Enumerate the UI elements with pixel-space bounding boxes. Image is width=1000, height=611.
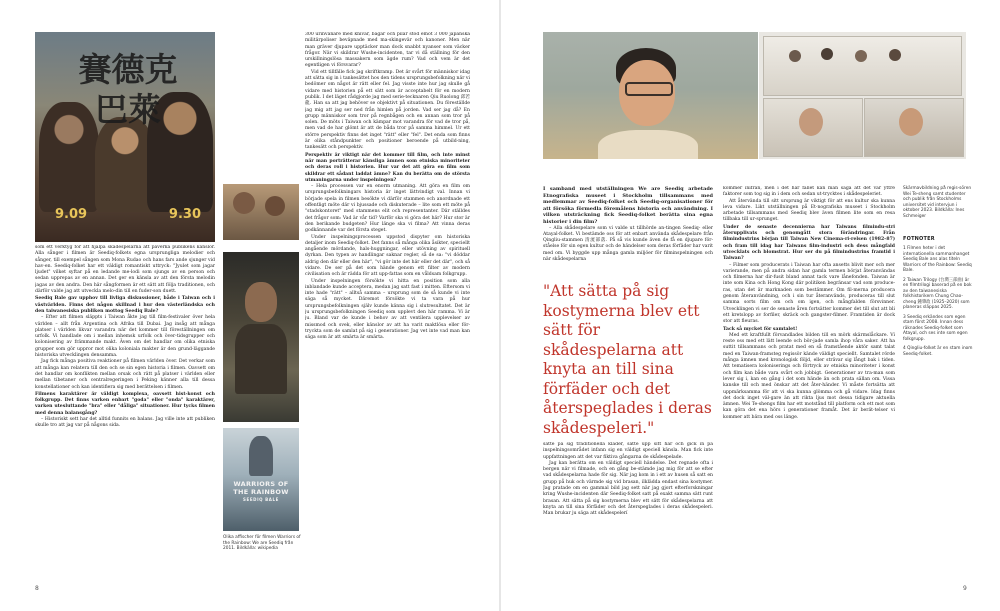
paragraph: – Efter att filmen släppts i Taiwan åkte jag till film-festivaler över hela världen – allt från Argentina och Afrika till Dubai. Jag insåg att många platser i världen likvar varandra när det kommer till föreställningen om urfolk. Vi handlade om i mellan inhemsk urfolk och över-tidsgrupper och kolonisering av främmande makt. Även om det handlar om olika etniska grupper som gör uppror mot olika koloniala makter är den grund-läggande historiska utvecklingen densamma. (35, 315, 215, 359)
closing-line: Tack så mycket för samtalet! (723, 326, 798, 332)
zoom-speaker-photo (543, 32, 758, 159)
film-poster-small-c (223, 428, 299, 531)
zoom-audience-photo (759, 32, 966, 159)
paragraph: Under inspelningsprocessen uppstod dispyter om historiska detaljer inom Seediq-folket. Det fanns så många olika åsikter, speciellt angående mördande, hals-huggningar, eller utövning av spirituell dyrkan. Den typen av handlingar saknar regler, så de sa: "vi döddar aldrig den där eller den här", "vi gör inte det här eller det där", och så vidare. De ser på det som hände genom ett filter av modern civilisation och är rädda för att upp-fattas som en våldsam folkgrupp. (305, 234, 470, 278)
speaker-shirt (598, 130, 698, 159)
paragraph: Jag kan berätta om en väldigt speciell händelse. Det regnade ofta i bergen när vi filmade, och en gång be-stämde jag mig för att se efter vad skådespelarna hade för sig. När jag kom in i ett av husen så satt en grupp på huk och värmde sig vid brasan, ilklädda endast sina kostymer. Jag pratade om en gammal bild jag sett när jag gjort efterforskningar kring Wushe-incidenten där Seediq-folket satt på exakt samma sätt runt brasan. Att sätta på sig kostymerna blev ett sätt för skådespelarna att knyta an till sina förfäder och det återspeglades i deras skådespeleri. Man brukar ju säga att skådespelerí (543, 460, 713, 517)
poster-date-right: 9.30 (168, 207, 201, 222)
interview-question: Under de senaste decennierna har Taiwans filmindu-stri återupplivats och genomgått stora förändringar. Från filmindustrins början till Taiwan New Cinema-ri-relsen (1982–87) och fram till idag har Taiwans film-industri och dess mångfald utvecklats och blomstrat. Hur ser du på filmindustrins framtid i Taiwan? (723, 224, 895, 262)
page-number: 9 (963, 585, 967, 592)
interview-question: Filmens karaktärer är väldigt komplexa, oavsett hist-konst och folkgrupp. Det finns varken enbart "goda" eller "onda" karaktärer, varken utesluttande "bra" eller "dåliga" situationer. Hur tycks filmen med denna balansgång? (35, 391, 215, 416)
pull-quote: "Att sätta på sig kostymerna blev ett sätt för skådespelarna att knyta an till sina förfäder och det återspeglades i deras skådespeleri." (543, 282, 712, 437)
paragraph: Med ett kraftfullt förvandlades bilden till en mörk skärmslåckare. Vi reste oss med ett lätt leende och bör-jade samla ihop våra saker. Att ha suttit tillsammans och pratat med en så framstående aktör samt talat med en Taiwan-framsteg regissör kände väldigt speciellt. Samtalet rörde många ämnen med kronologisk följd, eller strävar sig långt bak i tiden. Att tematisera koloniserings och förtryck av etniska minoriteter i konst och film kan både vara svårt och jobbigt. Generationer av tra-man som lever sig i, kan en gång i det som hände än och prata sällan om. Vissa kanske till och med önskar att det åter-händer. Vi måste fortsätta att uppmärksamma för att vi ska kunna glömma och gå vidare. Idag finns det dock inget väl-gare än att rikta ljus mot dessa tidigare aktuella ämnen. Wei Te-shengs film har ett motstånd till platform och ett mot som kan göra det ena hörs i generationer framåt. Det är berät-telser vi kommer att bära med oss länge. (723, 332, 895, 420)
left-column-1 (35, 245, 215, 580)
poster-a-figure-2 (265, 196, 285, 216)
audience-person (889, 49, 901, 61)
paragraph: som ett verktyg för att hjälpa skådespelarna att påverka publikens känslor. Alla sånger i filmen är Seediq-folkets egna ursprungliga melodier och sånger, till exempel sången som Mona Rudao och hans fars ande sjunger vid hav-en. Seediq-folket har ett väldigt romantiskt uttryck: "Jyulet som jagar ljudet" vilket syftar på en ledande me-lodi som sjungs av en person och sedan upprepas av en annan. Det ger en känsla av att den första melodin jagas av den andra. Den här sångformen är ett sätt att följa traditionen, och därför valde jag att utveckla melo-din till en fuder-son duett. (35, 245, 215, 295)
paragraph: Under inspelningen försökte vi hitta en position som alla inblandade kunde acceptera, medan jag satt fast i mitten. Eftersom vi inte hade "rätt" – alltså samma – ursprung som de så kunde vi inte säga så mycket. Däremot försökte vi ta vara på hur ursprungsbefolkningen själv kunde känna sig i slutresultatet. Det är ju ursprungsbefolkningen Seediq som upplevt den här ramma. Vi är ju. Bland var de kunde i behov av att ventilera upplevelser av missmod och svek, eller känslor av att ha varit maktlösa eller för-tryckta som de samlat på sig i generationer. Jag vet inte vad man kan säga som är att smärta är smärta. (305, 278, 470, 341)
paragraph: 300 urinvånare med knivar, bågar och pilar stod emot 3 000 japanska militärpoliser beväpnade med ma-skingevär och kanoner. Men när man gräver djupare upptäcker man dock snabbt nyanser som väcker frågor. När vi skildrar Wushe-incidenten, tar vi då ställning för den urskillningslösa massakern som ägde rum? Vad och vem är det egentligen vi försvarar? (305, 32, 470, 69)
interview-question: Seediq Bale gav upphov till livliga diskussioner, både i Taiwan och i västvärlden. Finns det någon skillnad i hur den västerländska och den taiwanesiska publiken mottog Seediq Bale? (35, 296, 215, 314)
speaker-glasses (625, 82, 673, 96)
footnotes-title: FOTNOTER (903, 236, 935, 242)
paragraph: kommer inifrån, men i det här fallet kan man säga att det var yttre faktorer som tog sig in i dem och sedan ut-trycktes i skådespeleriet. (723, 186, 895, 198)
right-column-1-continued (543, 442, 713, 582)
left-page (0, 0, 499, 611)
audience-person (855, 50, 867, 62)
intro-paragraph: I samband med utställningen We are Seediq arbetade Etnografiska museet i Stockholm tillsammans med medlemmar av Seediq-folket och Seediq-organisationer för att försöka förmedla föremålens historia och användning. I vilken utsträckning fick Seediq-folket berätta sina egna historier i din film? (543, 186, 713, 225)
participant-face (899, 108, 923, 136)
zoom-tile-room (763, 36, 962, 96)
film-poster-small-b (223, 252, 299, 422)
poster-figure-center (95, 117, 155, 212)
paragraph: satte på sig traditionella kläder, satte upp sitt hår och gick in på inspelningsområdet infann sig en väldigt speciell känsla. Man fick inte uppfattningen att det var fiktiva gångarna de skådespelade. (543, 442, 713, 460)
poster-title: 賽德克巴萊 (78, 50, 178, 129)
right-column-2 (723, 186, 895, 582)
poster-c-title (227, 480, 295, 504)
footnotes (903, 236, 973, 361)
paragraph: – Hela processen var en enorm utmaning. Att göra en film om ursprungsbefolkningars historia är inget lättvindigt val. Innan vi började spela in filmen besökte vi därför stammen och anordnade ett offentligt möte där vi bjussade och diskuterade – lite som ett möte på "stadskontoret" med stammens elit och representanter. Där ställdes det frågor som: Vad är vår tid? Varför ska vi göra det här? Hur stor är den berikande budgeten? Hur länge ska vi filma? Att vinna deras godkännande var det första steget. (305, 184, 470, 234)
poster-c-figure (249, 436, 273, 476)
poster-caption: Olika affischer för filmen Warriors of the Rainbow: We are Seediq från 2011. Bildkälla: wikipedia (223, 535, 301, 551)
zoom-caption: Skärmavbildning på regis-sören Wei Te-sheng samt studenter och publik från Stockholms universitet vid intervjun i oktober 2023. Bildkälla: Ines Schmeiger (903, 186, 972, 219)
poster-b-face (245, 282, 277, 322)
poster-c-title-text: WARRIORS OF THE RAINBOW (233, 480, 289, 496)
paragraph: – Historiskt sett har det alltid funnits en balans. Jag ville inte att publiken skulle tro att jag var på någons sida. (35, 417, 215, 429)
right-page (501, 0, 1000, 611)
interview-question: Perspektiv är viktigt när det kommer till film, och inte minst när man porträtterar känsliga ämnen som etniska minoriteter och deras roll i historien. Hur var det att göra en film som skildrar ett sådant laddat ämne? Kan du berätta om de största utmaningarna under inspelningen? (305, 152, 470, 183)
footnote: 3 Seediq erkändes som egen stam först 2008. Innan dess räknades Seediq-folket som Atayal, och ses inte som egen folkgrupp. (903, 314, 968, 342)
right-column-1 (543, 186, 713, 278)
left-column-2 (305, 32, 470, 582)
page-number: 8 (35, 585, 39, 592)
film-poster-small-a (223, 184, 299, 240)
poster-a-figure (233, 192, 255, 214)
paragraph: – Alla skådespelare som vi valde ut tillhörde an-tingen Seediq- eller Atayal-folket. Vi bestämde oss för att enbart använda skådespelare från Qingliu-stammen 清流部落. På så vis kunde även de få en djupare för-ståelse för sin egen kultur och de händelser som deras förfäder har varit med om. Vi byggde upp många gamla miljöer för filminspelningen och när skådespelarna (543, 225, 713, 263)
footnote: 4 Qingliu-folket är en stam inom Seediq-folket. (903, 346, 973, 357)
poster-date-left: 9.09 (55, 207, 88, 222)
paragraph: Vid ett tillfälle fick jag skriftkramp. Det är svårt för människor idag att sätta sig in i tankesättet hos den tidens ursprungsbefolkning när vi bedömer om något är rätt eller fel. Jag visste inte hur jag skulle gå vidare med historien på ett sätt som är acceptabelt för en modern publik. I det läget rådgjorde jag med serie-tecknaren Qiu Ruolong 邱若龍. Han sa att jag behöver se objektivt på situationen. Du föreställde jag mig att jag ser ned från himlen på jorden. Vad ser jag då? En grupp människor som tror på regnbågen och en annan som tror på solen. De möts i Taiwan och kämpar mot varandra för vad de tror på, men vad de har glömt är att de båda tror på samma himmel. Ur ett större perspektiv finns det inget "rätt" eller "fel". Det enda som finns är olika ståndpunkter och positioner beroende på utbild-ning, tankesätt och perspektiv. (305, 69, 470, 151)
participant-face (799, 108, 823, 136)
audience-person (789, 50, 801, 62)
poster-b-body (235, 324, 287, 394)
paragraph: Att återvända till sitt ursprung är viktigt för att ens kultur ska kunna leva vidare. Likt utställningen på Et-nografiska museet i Stockholm arbetade tillsammans med Seediq blev även filmen lite som en resa tillbaka till ur-sprunget. (723, 198, 895, 223)
paragraph: – Filmer som producerats i Taiwan har ofta ansetts blivit mer och mer varierande, men på andra sidan har gamla termen börjat återanvändas och filmerna har dir-fusit bland annat tack vare lånefonden. Taiwan är inte som Kina och Hong Kong där politiken begränsar vad som produce-ras, utan det är marknaden som bestämmer. Om fil-merna producera genom återanvändning, och i sin tur återanvänds, produceras till slut samma sorts film om och om igen, och mångfalden försvinner. Utvecklingen vi ser de senaste åren fortsätter kommer det till slut att bli ett kretslopp av forfiler, skräck och gangster-filmer. Framtiden är dock stor att fleuras. (723, 262, 895, 325)
paragraph: Jag fick många positiva reaktioner på filmen världen över. Det verkar som att många kan relatera till den och se sin egen historia i filmen. Oavsett om det handlar om konflikten mellan orsak och rätt på platser i världen eller mellan tibetaner och centralregeringen i Peking känner alla till dessa konstellationer och kan identifiera sig med berättelsen i filmen. (35, 359, 215, 390)
footnote: 2 Taiwan Trilogy (台灣三部曲) är en filmtrilogi baserad på en bok av den taiwanesiska folkhistorikern Chung Chao-cheng 鍾肇政 (1925–2020) som planeras släppas 2025. (903, 277, 972, 310)
film-poster-main (35, 32, 215, 242)
audience-person (821, 48, 833, 60)
poster-c-subtitle: SEEDIQ BALE (243, 497, 279, 502)
footnote: 1 Filmen heter i det internationella sammanhanget Seediq Bale ans alas titeln Warriors of the Rainbow: Seediq Bale. (903, 246, 972, 273)
